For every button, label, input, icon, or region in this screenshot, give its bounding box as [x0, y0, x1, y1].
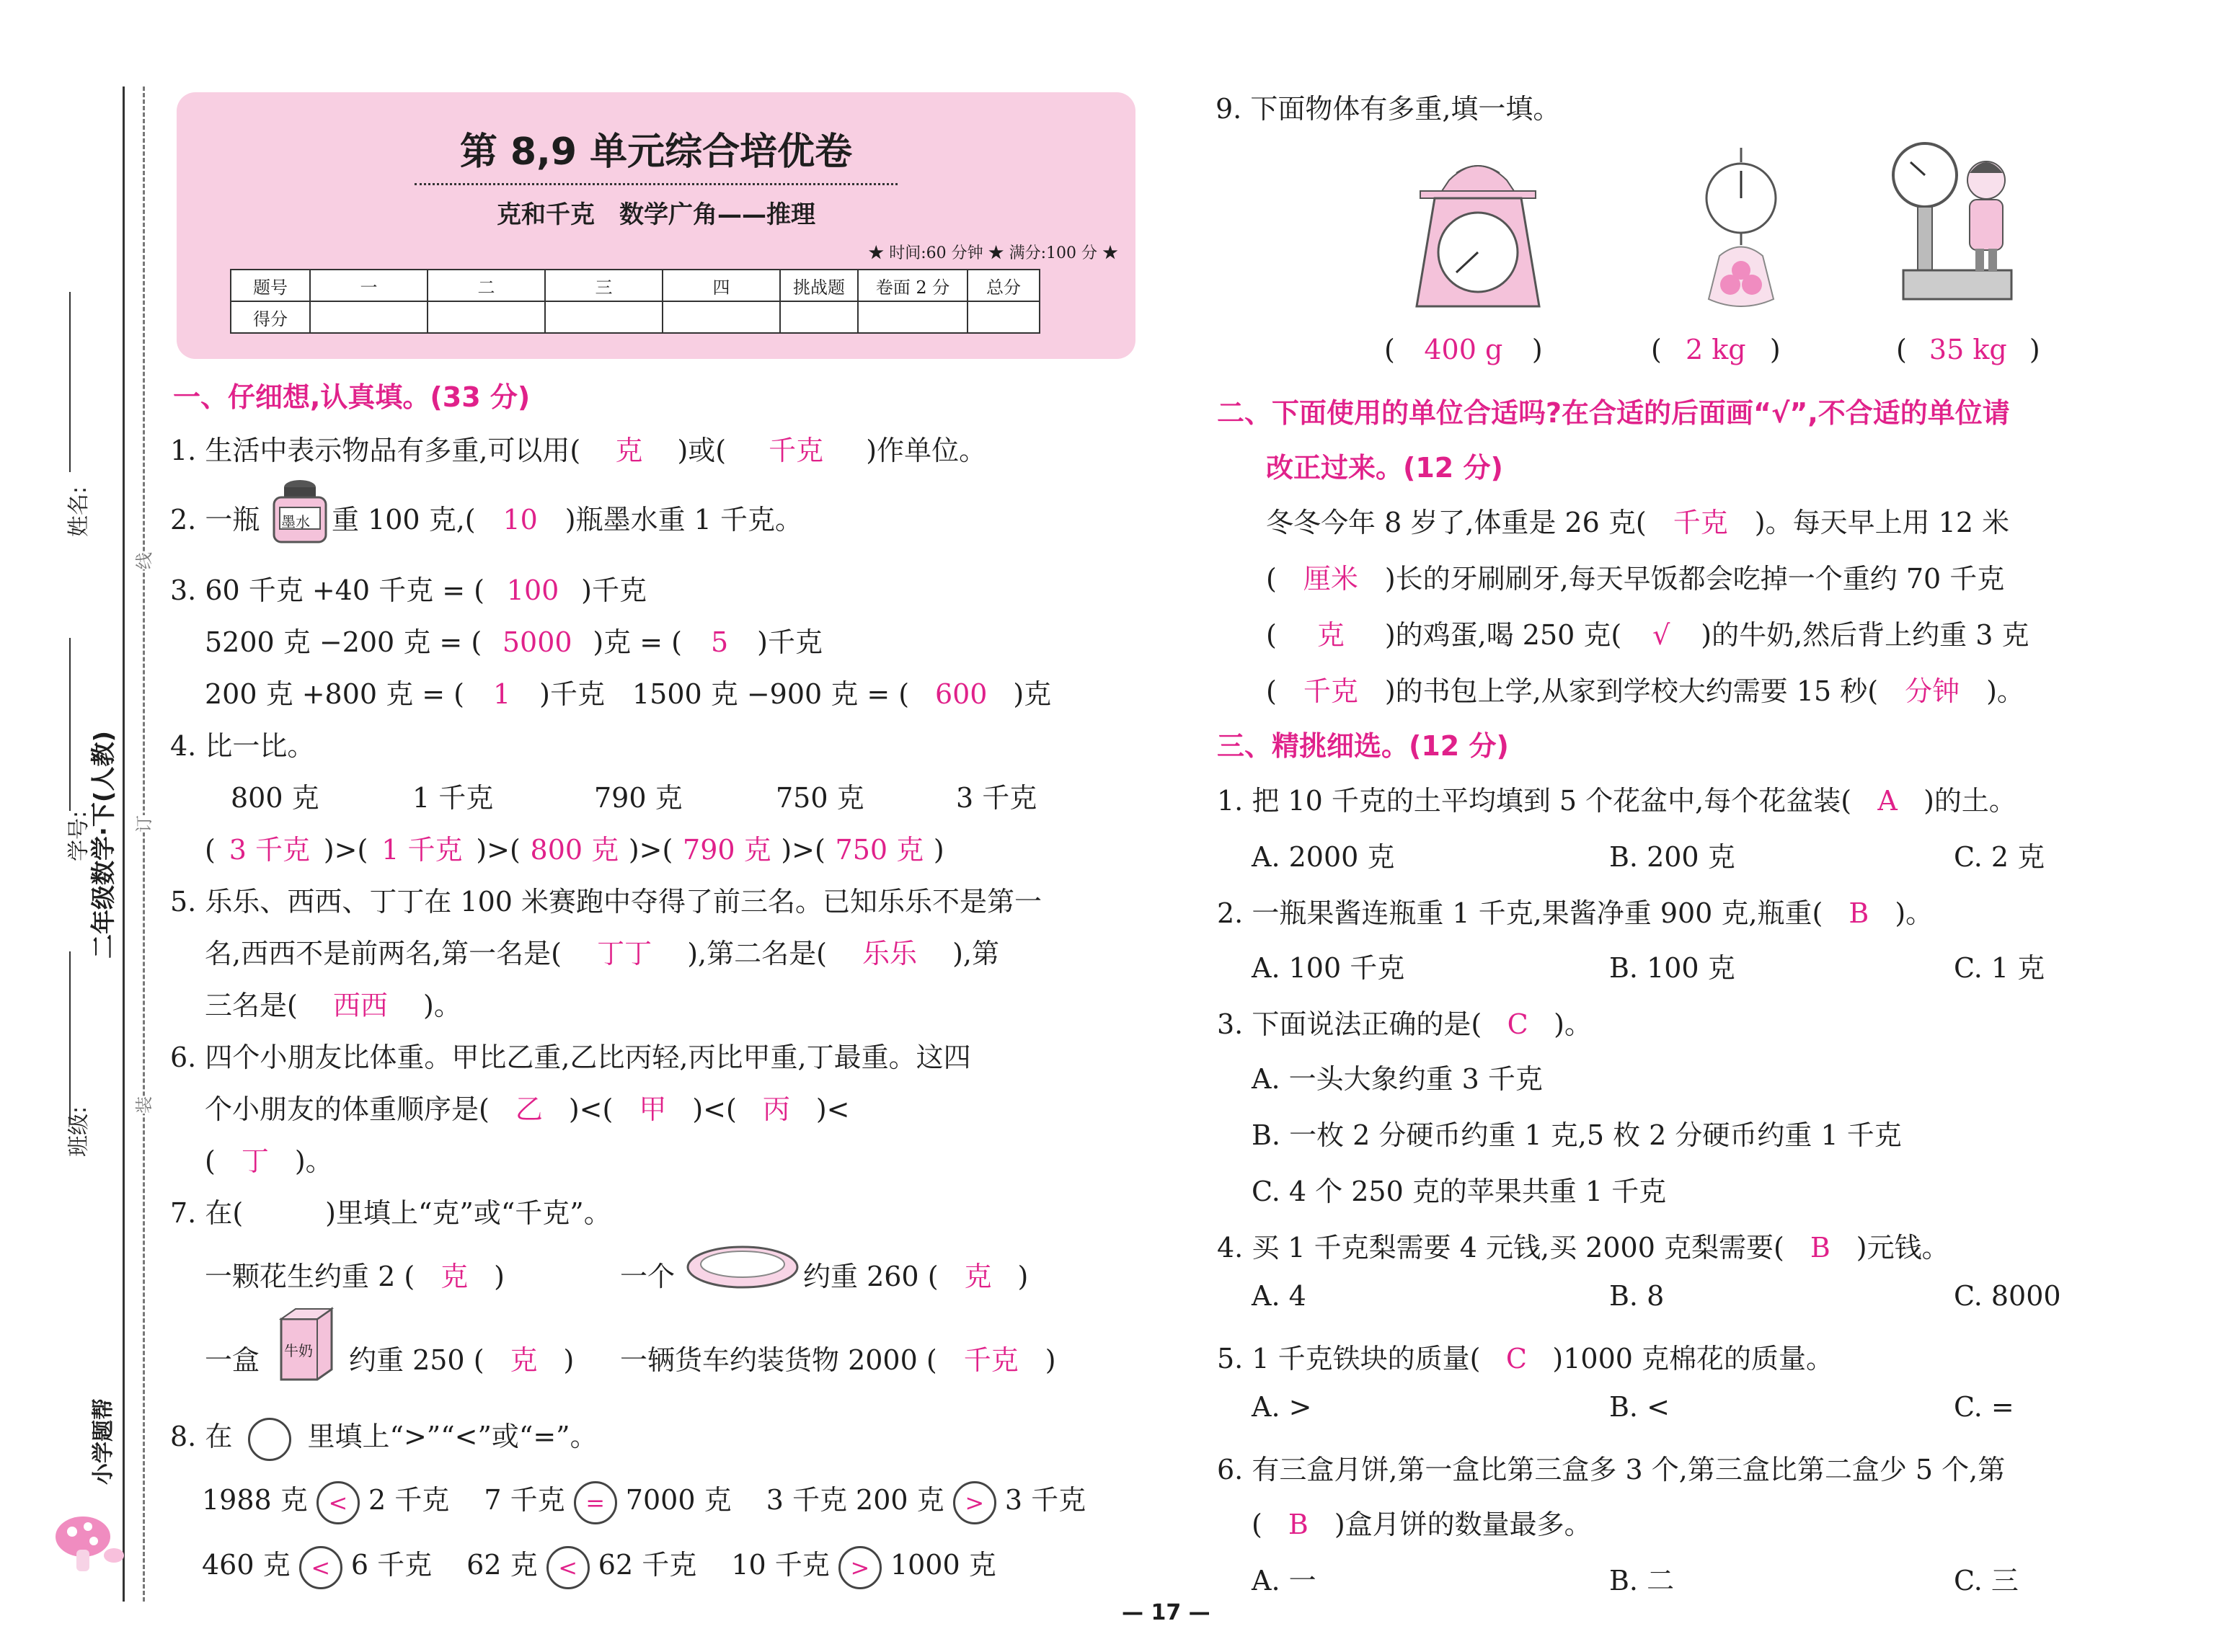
q9-answer: 400 g	[1424, 334, 1503, 365]
brand-label: 小学题帮	[91, 1398, 116, 1485]
s3-text: )1000 克棉花的质量。	[1552, 1343, 1834, 1375]
q6-answer: 乙	[515, 1093, 543, 1125]
q5-answer-2: 乐乐	[862, 938, 918, 969]
score-cell: 二	[428, 270, 545, 301]
score-cell: 三	[545, 270, 663, 301]
paren: )>(	[476, 834, 521, 866]
q8-right: 6 千克	[350, 1549, 433, 1581]
q3-answer-3: 5	[710, 626, 729, 658]
q8-row-1	[202, 1478, 1086, 1524]
q4-item: 800 克	[231, 782, 319, 814]
q8-answer-circle: <	[316, 1481, 360, 1524]
paren: (	[1266, 619, 1277, 651]
option[interactable]: B. <	[1609, 1391, 1670, 1423]
q8-right: 2 千克	[368, 1484, 450, 1516]
q4-answer: 1 千克	[381, 834, 463, 866]
hanging-scale-image	[1687, 148, 1795, 314]
section2-line4	[1266, 669, 2024, 709]
q8-left: 3 千克 200 克	[766, 1484, 944, 1516]
q6-answer: 丙	[762, 1093, 790, 1125]
q7-peanut	[205, 1254, 505, 1294]
option[interactable]: B. 8	[1609, 1280, 1665, 1312]
q6-text: 个小朋友的体重顺序是(	[205, 1093, 490, 1125]
question-1	[170, 428, 986, 468]
question-5-line3	[205, 983, 461, 1023]
q3-text: )千克 1500 克 −900 克 = (	[539, 678, 910, 710]
paren: )。	[294, 1145, 333, 1177]
q2-text-mid: 重 100 克,(	[332, 504, 476, 536]
q8-left: 62 克	[466, 1549, 538, 1581]
s2-text: )长的牙刷刷牙,每天早饭都会吃掉一个重约 70 千克	[1384, 563, 2005, 595]
q3-text: 5200 克 −200 克 = (	[205, 626, 482, 658]
question-2-cont	[332, 497, 802, 537]
ink-bottle-label: 墨水	[281, 513, 310, 530]
q8-text: 8. 在	[170, 1421, 233, 1452]
s2-text: )的书包上学,从家到学校大约需要 15 秒(	[1384, 675, 1879, 707]
paren: (	[1384, 334, 1395, 365]
q9-answer-2	[1651, 334, 1781, 365]
question-9-title: 9. 下面物体有多重,填一填。	[1216, 93, 1561, 125]
s3-text: 3. 下面说法正确的是(	[1217, 1008, 1482, 1040]
score-input[interactable]	[663, 301, 780, 333]
ink-bottle-image	[268, 477, 332, 546]
q1-answer-2: 千克	[769, 435, 824, 466]
option[interactable]: C. 4 个 250 克的苹果共重 1 千克	[1252, 1176, 1667, 1207]
score-input[interactable]	[780, 301, 858, 333]
score-cell: 卷面 2 分	[858, 270, 968, 301]
class-label: 班级:	[66, 1106, 92, 1157]
exam-title: 第 8,9 单元综合培优卷	[459, 130, 853, 174]
q5-answer-3: 西西	[332, 990, 388, 1021]
q1-text-mid: )或(	[677, 435, 727, 466]
q8-row-2	[202, 1542, 996, 1589]
s3-question-6-line1: 6. 有三盒月饼,第一盒比第三盒多 3 个,第三盒比第二盒少 5 个,第	[1217, 1454, 2006, 1486]
option[interactable]: C. 8000	[1954, 1280, 2061, 1312]
q7-answer-milk: 克	[510, 1344, 538, 1376]
exam-meta: ★ 时间:60 分钟 ★ 满分:100 分 ★	[868, 244, 1118, 262]
milk-box-label: 牛奶	[284, 1342, 313, 1359]
s3-question-6-line2	[1252, 1502, 1592, 1542]
score-input[interactable]	[858, 301, 968, 333]
option[interactable]: B. 二	[1609, 1565, 1675, 1597]
book-label: 二年级数学·下(人教)	[89, 731, 118, 959]
option[interactable]: A. 100 千克	[1252, 952, 1405, 984]
s2-text: )。每天早上用 12 米	[1754, 507, 2010, 538]
question-5-line1: 5. 乐乐、西西、丁丁在 100 米赛跑中夺得了前三名。已知乐乐不是第一	[170, 886, 1042, 918]
score-table	[230, 269, 1040, 334]
option[interactable]: C. 2 克	[1954, 841, 2045, 873]
option[interactable]: C. 1 克	[1954, 952, 2045, 984]
q1-text: 1. 生活中表示物品有多重,可以用(	[170, 435, 581, 466]
header-box	[177, 92, 1135, 359]
q6-answer: 甲	[639, 1093, 667, 1125]
paren: )	[2029, 334, 2040, 365]
line-char-xian: 线	[130, 552, 155, 569]
q7-plate-pre: 一个	[620, 1261, 676, 1292]
option[interactable]: A. 一	[1252, 1565, 1316, 1597]
s3-question-5	[1217, 1336, 1833, 1376]
name-blank	[69, 292, 71, 472]
paren: (	[1252, 1509, 1262, 1540]
paren: )	[1017, 1261, 1029, 1292]
number-blank	[69, 638, 71, 811]
s3-question-2	[1217, 891, 1933, 931]
q6-answer: 丁	[241, 1145, 269, 1177]
q3-text: )克	[1013, 678, 1052, 710]
score-input[interactable]	[428, 301, 545, 333]
q7-answer-truck: 千克	[963, 1344, 1019, 1376]
s3-text: )。	[1554, 1008, 1592, 1040]
s2-text: )。	[1986, 675, 2024, 707]
s2-answer: 克	[1316, 619, 1345, 651]
q7-plate	[803, 1254, 1028, 1294]
s3-text: )盒月饼的数量最多。	[1334, 1509, 1592, 1540]
score-input[interactable]	[310, 301, 428, 333]
q8-answer-circle: <	[299, 1546, 342, 1589]
section2-title-line2: 改正过来。(12 分)	[1266, 452, 1503, 484]
q4-answer-row	[205, 827, 944, 867]
s3-question-3	[1217, 1002, 1592, 1042]
paren: (	[1266, 675, 1277, 707]
s2-answer: 分钟	[1905, 675, 1960, 707]
q3-text: )千克	[757, 626, 823, 658]
paren: )	[933, 834, 944, 866]
paren: )	[1531, 334, 1543, 365]
question-7-title: 7. 在( )里填上“克”或“千克”。	[170, 1197, 611, 1229]
q7-text: 约重 250 (	[349, 1344, 484, 1376]
score-input[interactable]	[968, 301, 1040, 333]
plate-image	[685, 1240, 800, 1297]
q8-answer-circle: =	[574, 1481, 617, 1524]
class-blank	[69, 951, 71, 1124]
score-table-score-row	[231, 301, 1040, 333]
s2-answer: √	[1652, 619, 1670, 651]
q7-truck	[620, 1338, 1056, 1377]
q5-answer-1: 丁丁	[597, 938, 652, 969]
q5-text: ),第二名是(	[687, 938, 827, 969]
score-cell: 总分	[968, 270, 1040, 301]
mushroom-logo	[50, 1499, 130, 1578]
question-6-line1: 6. 四个小朋友比体重。甲比乙重,乙比丙轻,丙比甲重,丁最重。这四	[170, 1042, 971, 1073]
body-scale-image	[1882, 141, 2033, 306]
q8-answer-circle: >	[953, 1481, 996, 1524]
q8-left: 7 千克	[484, 1484, 565, 1516]
q3-answer-4: 1	[492, 678, 511, 710]
question-3-line2	[205, 620, 823, 660]
q3-answer-1: 100	[506, 574, 559, 606]
q1-text-post: )作单位。	[866, 435, 987, 466]
question-3-line3	[205, 672, 1051, 711]
s3-answer: A	[1877, 785, 1898, 817]
s2-answer: 千克	[1303, 675, 1358, 707]
paren: (	[1266, 563, 1277, 595]
q2-answer: 10	[502, 504, 538, 536]
q2-text-post: )瓶墨水重 1 千克。	[565, 504, 802, 536]
q7-text: 一辆货车约装货物 2000 (	[620, 1344, 937, 1376]
q7-text: 约重 260 (	[803, 1261, 939, 1292]
q8-answer-circle: >	[838, 1546, 882, 1589]
q8-text: 里填上“>”“<”或“=”。	[307, 1421, 598, 1452]
score-input[interactable]	[545, 301, 663, 333]
s3-question-4	[1217, 1225, 1949, 1265]
s2-answer: 千克	[1673, 507, 1728, 538]
q3-text: )克 = (	[593, 626, 682, 658]
q7-answer-plate: 克	[964, 1261, 992, 1292]
s2-answer: 厘米	[1303, 563, 1358, 595]
milk-box-image	[274, 1305, 339, 1384]
score-cell: 得分	[231, 301, 310, 333]
paren: )>(	[323, 834, 368, 866]
q2-text: 2. 一瓶	[170, 504, 260, 536]
question-5-line2	[205, 931, 999, 971]
title-divider	[415, 183, 898, 185]
question-4-title: 4. 比一比。	[170, 730, 315, 762]
q4-item: 3 千克	[956, 782, 1037, 814]
s3-text: 1. 把 10 千克的土平均填到 5 个花盆中,每个花盆装(	[1217, 785, 1852, 817]
score-cell: 挑战题	[780, 270, 858, 301]
q9-answer: 35 kg	[1929, 334, 2007, 365]
s3-text: )元钱。	[1856, 1232, 1949, 1264]
option[interactable]: A. 2000 克	[1252, 841, 1395, 873]
q3-answer-5: 600	[934, 678, 988, 710]
question-2	[170, 497, 260, 537]
s3-answer: B	[1810, 1232, 1830, 1264]
q1-answer-1: 克	[615, 435, 643, 466]
paren: )	[563, 1344, 575, 1376]
q7-milk-pre: 一盒	[205, 1344, 260, 1376]
section2-line3	[1266, 613, 2029, 652]
s3-text: 4. 买 1 千克梨需要 4 元钱,买 2000 克梨需要(	[1217, 1232, 1784, 1264]
option[interactable]: B. 一枚 2 分硬币约重 1 克,5 枚 2 分硬币约重 1 千克	[1252, 1119, 1902, 1151]
kitchen-scale-image	[1406, 151, 1550, 310]
section3-title: 三、精挑细选。(12 分)	[1217, 730, 1509, 762]
option[interactable]: A. 4	[1252, 1280, 1306, 1312]
q9-answer-3	[1896, 334, 2040, 365]
s3-answer: C	[1505, 1343, 1527, 1375]
q8-answer-circle: <	[546, 1546, 590, 1589]
q3-text: )千克	[581, 574, 647, 606]
q8-right: 62 千克	[598, 1549, 697, 1581]
question-6-line3	[205, 1139, 333, 1178]
section1-title: 一、仔细想,认真填。(33 分)	[173, 381, 531, 413]
q8-right: 3 千克	[1004, 1484, 1086, 1516]
section2-title-line1: 二、下面使用的单位合适吗?在合适的后面画“√”,不合适的单位请	[1217, 397, 2010, 429]
paren: )	[1769, 334, 1781, 365]
q3-text: 3. 60 千克 +40 千克 = (	[170, 574, 484, 606]
q5-text: ),第	[952, 938, 1000, 969]
q8-left: 460 克	[202, 1549, 291, 1581]
s3-question-1	[1217, 778, 2016, 818]
q8-left: 10 千克	[731, 1549, 830, 1581]
q4-answer: 800 克	[530, 834, 619, 866]
q4-answer: 750 克	[835, 834, 924, 866]
score-table-header-row	[231, 270, 1040, 301]
line-char-ding: 订	[130, 815, 155, 832]
s2-text: )的鸡蛋,喝 250 克(	[1384, 619, 1622, 651]
section2-line1	[1266, 500, 2009, 540]
s3-text: )。	[1895, 897, 1934, 929]
option[interactable]: C. =	[1954, 1391, 2014, 1423]
s3-answer: C	[1507, 1008, 1528, 1040]
q4-item: 1 千克	[412, 782, 494, 814]
section2-line2	[1266, 556, 2004, 596]
name-label: 姓名:	[66, 486, 92, 537]
q8-right: 1000 克	[890, 1549, 996, 1581]
paren: (	[1896, 334, 1907, 365]
q4-answer: 790 克	[683, 834, 771, 866]
q5-text: 三名是(	[205, 990, 298, 1021]
s3-text: 2. 一瓶果酱连瓶重 1 千克,果酱净重 900 克,瓶重(	[1217, 897, 1823, 929]
q4-item: 790 克	[594, 782, 683, 814]
score-cell: 题号	[231, 270, 310, 301]
paren: (	[1651, 334, 1662, 365]
paren: )>(	[628, 834, 673, 866]
q7-text: 一颗花生约重 2 (	[205, 1261, 415, 1292]
paren: )	[1045, 1344, 1056, 1376]
q5-text: 名,西西不是前两名,第一名是(	[205, 938, 562, 969]
q3-answer-2: 5000	[502, 626, 572, 658]
s3-answer: B	[1849, 897, 1869, 929]
q4-item: 750 克	[776, 782, 864, 814]
q8-right: 7000 克	[625, 1484, 732, 1516]
exam-subtitle: 克和千克 数学广角——推理	[497, 200, 815, 229]
question-8-title	[170, 1414, 598, 1461]
option[interactable]: B. 100 克	[1609, 952, 1735, 984]
q7-milk	[349, 1338, 574, 1377]
paren: )<(	[692, 1093, 737, 1125]
paren: (	[205, 1145, 216, 1177]
paren: )<(	[568, 1093, 614, 1125]
q4-answer: 3 千克	[229, 834, 310, 866]
paren: )<	[815, 1093, 850, 1125]
s2-text: 冬冬今年 8 岁了,体重是 26 克(	[1266, 507, 1647, 538]
paren: )	[494, 1261, 505, 1292]
page-number: — 17 —	[1122, 1600, 1210, 1625]
option[interactable]: A. >	[1252, 1391, 1312, 1423]
option[interactable]: B. 200 克	[1609, 841, 1735, 873]
q8-left: 1988 克	[202, 1484, 308, 1516]
q5-text: )。	[423, 990, 461, 1021]
s3-text: )的土。	[1923, 785, 2016, 817]
s3-text: 5. 1 千克铁块的质量(	[1217, 1343, 1481, 1375]
q3-text: 200 克 +800 克 = (	[205, 678, 464, 710]
paren: (	[205, 834, 216, 866]
option[interactable]: A. 一头大象约重 3 千克	[1252, 1063, 1543, 1095]
blank-circle-icon	[248, 1418, 291, 1461]
question-6-line2	[205, 1087, 850, 1127]
line-char-zhuang: 装	[130, 1096, 155, 1114]
q7-answer-peanut: 克	[440, 1261, 469, 1292]
s3-answer: B	[1288, 1509, 1309, 1540]
score-cell: 一	[310, 270, 428, 301]
number-label: 学号:	[66, 810, 92, 861]
s2-text: )的牛奶,然后背上约重 3 克	[1701, 619, 2029, 651]
q9-answer: 2 kg	[1686, 334, 1746, 365]
q9-answer-1	[1384, 334, 1543, 365]
question-3-line1	[170, 568, 647, 608]
paren: )>(	[781, 834, 825, 866]
option[interactable]: C. 三	[1954, 1565, 2019, 1597]
score-cell: 四	[663, 270, 780, 301]
